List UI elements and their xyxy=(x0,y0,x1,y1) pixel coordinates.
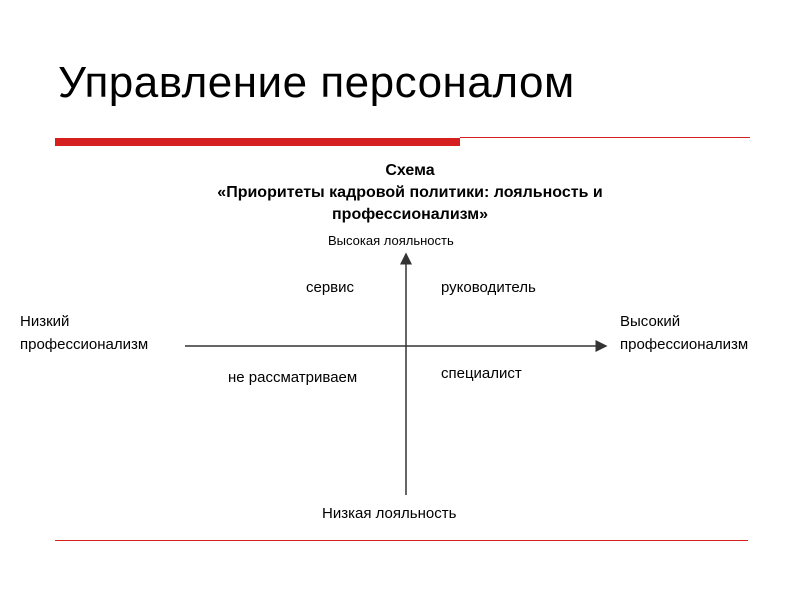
quadrant-not-considered: не рассматриваем xyxy=(228,369,358,386)
scheme-label: Схема xyxy=(385,162,435,179)
low-prof-line1: Низкий xyxy=(20,313,70,330)
quadrant-specialist: специалист xyxy=(441,365,522,382)
quadrant-manager: руководитель xyxy=(441,279,536,296)
axis-label-high-loyalty: Высокая лояльность xyxy=(328,233,454,248)
axis-label-high-professionalism xyxy=(620,310,748,356)
axis-label-low-professionalism xyxy=(20,310,148,356)
page-title: Управление персоналом xyxy=(58,58,575,107)
quadrant-service: сервис xyxy=(306,279,355,296)
axis-label-low-loyalty: Низкая лояльность xyxy=(322,505,457,522)
scheme-subtitle-line2: профессионализм» xyxy=(332,206,488,223)
high-prof-line1: Высокий xyxy=(620,313,681,330)
footer-rule xyxy=(55,540,748,541)
low-prof-line2: профессионализм xyxy=(20,336,149,353)
high-prof-line2: профессионализм xyxy=(620,336,749,353)
scheme-subtitle-line1: «Приоритеты кадровой политики: лояльность и xyxy=(217,184,603,201)
